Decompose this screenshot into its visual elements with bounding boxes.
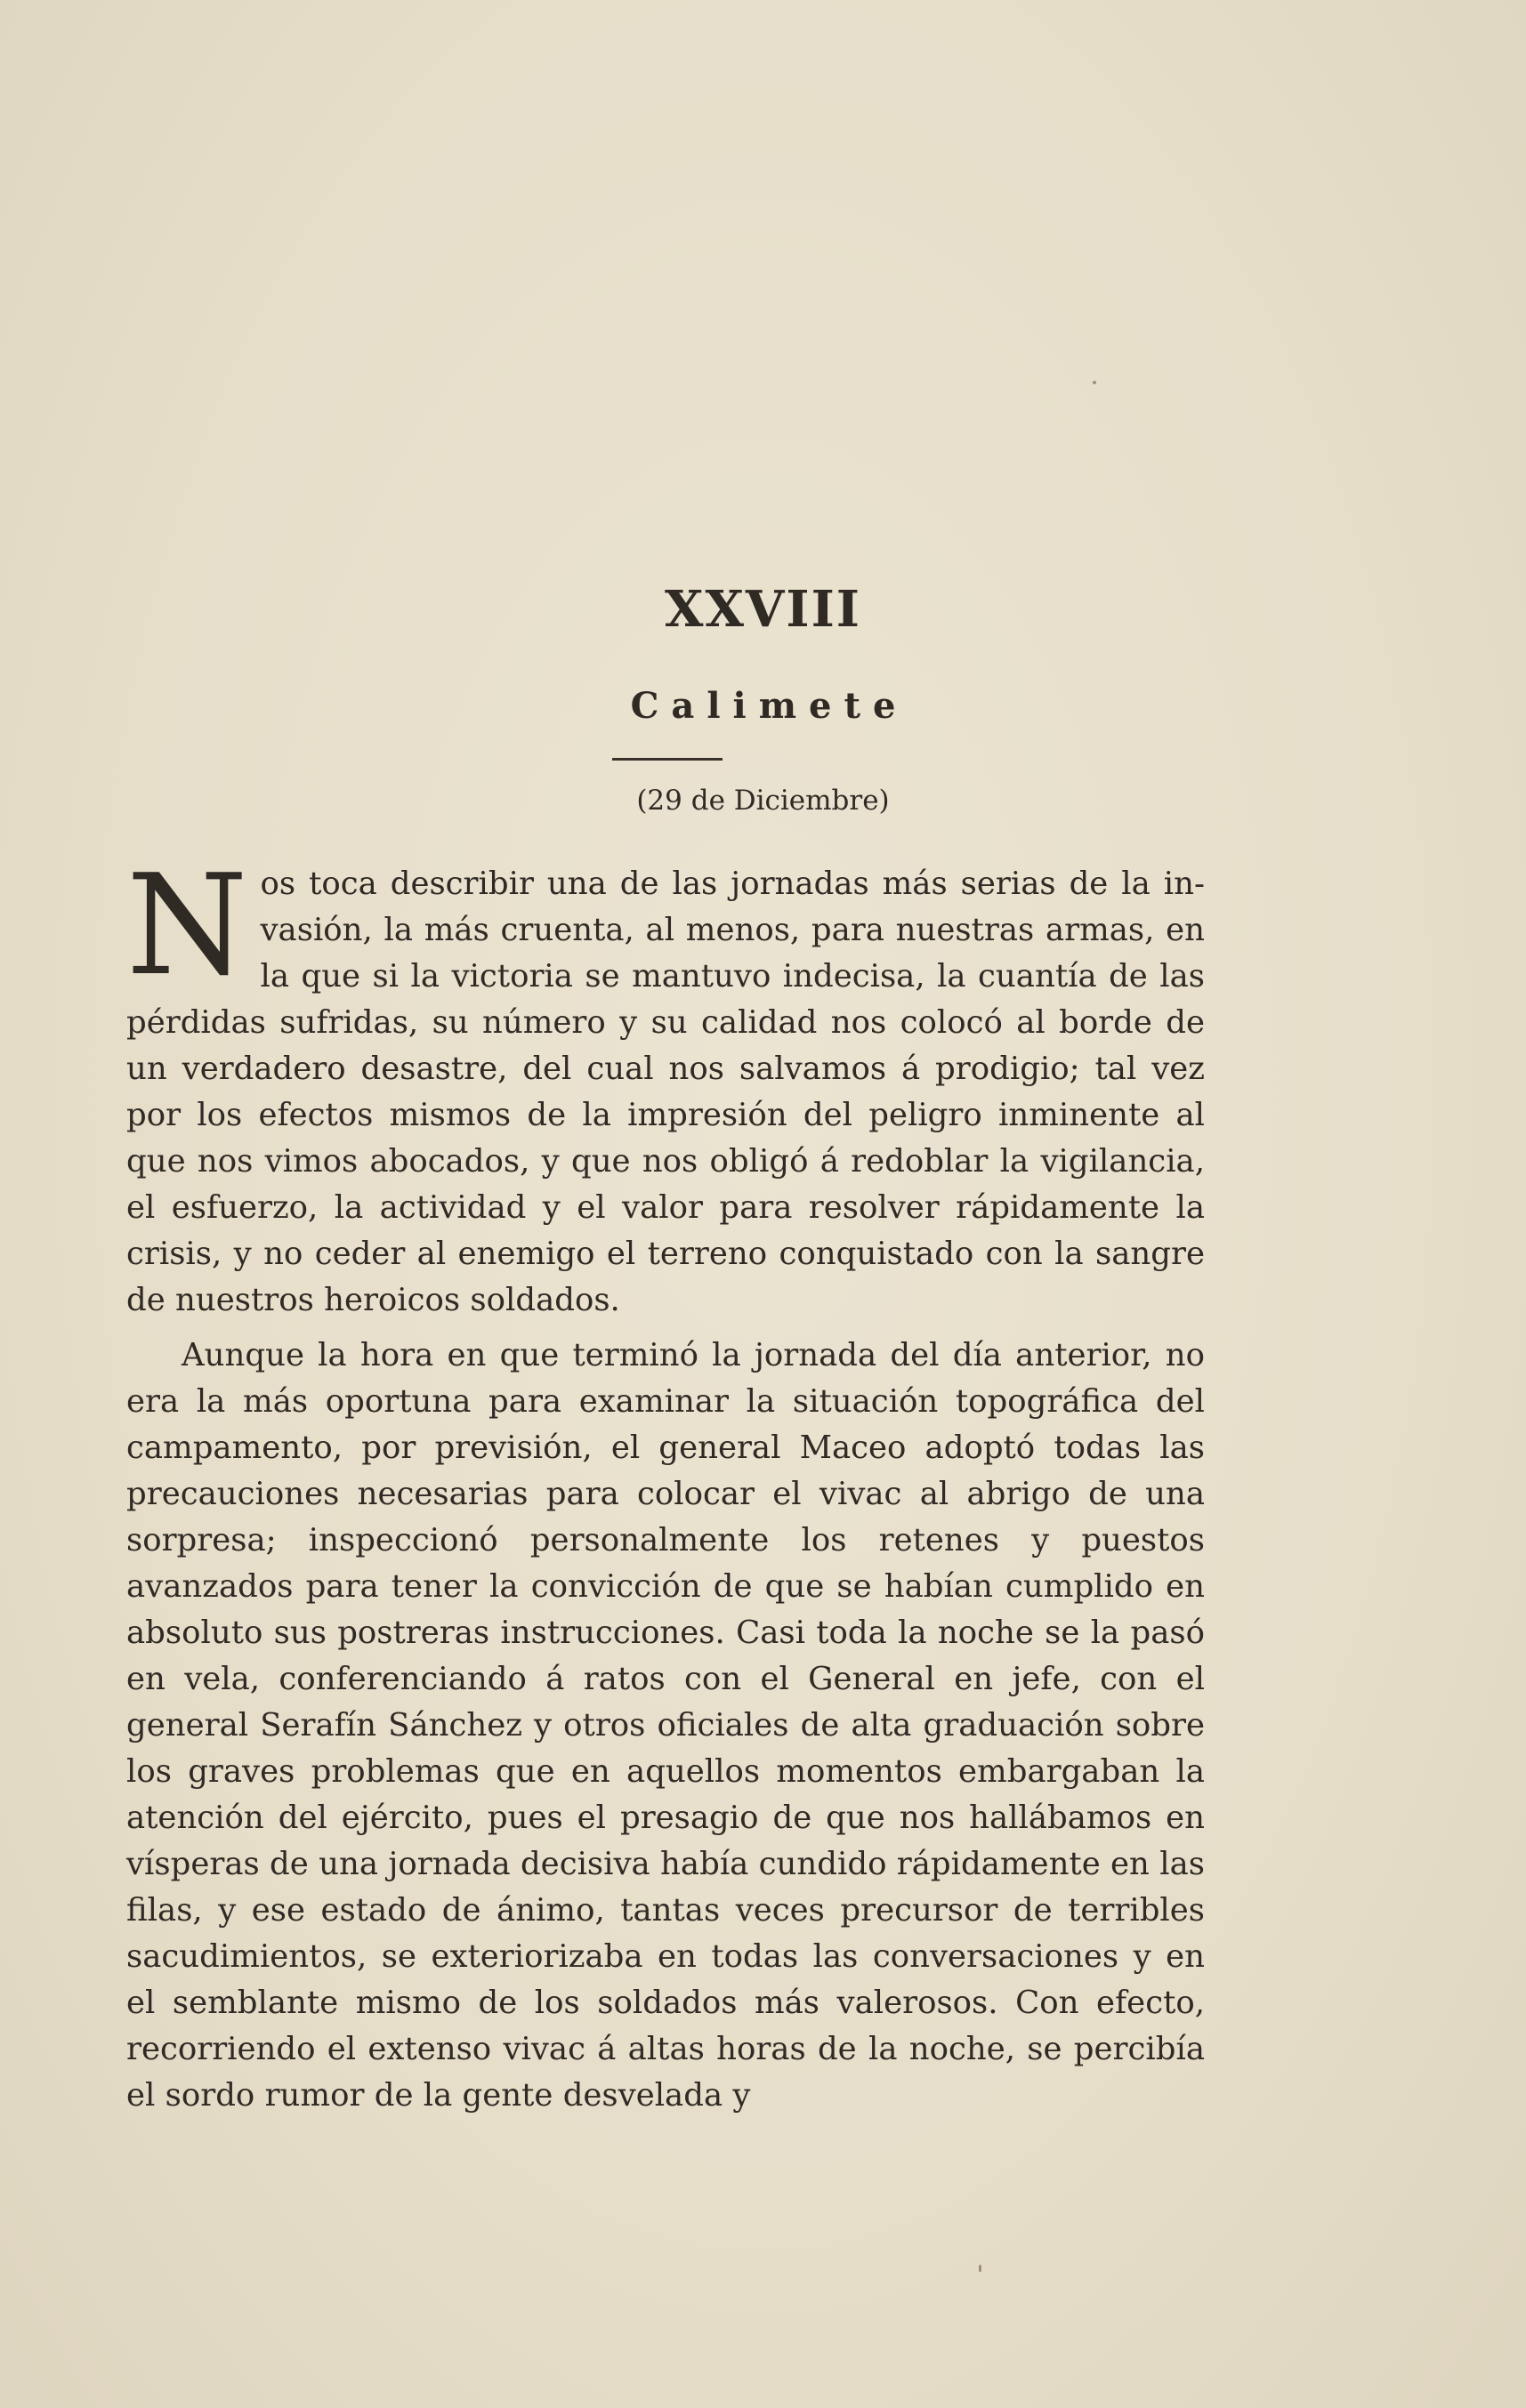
paragraph-1 [126,844,1205,1324]
drop-cap: N [126,844,248,1006]
paragraph-1-text: os toca describir una de las jornadas más serias de la invasión, la más cruenta, al menos, para nuestras armas, en la que si la victoria se mantuvo indecisa, la cuantía de las pérdidas sufridas, su número y su calidad nos colocó al borde de un verdadero desastre, del cual nos salvamos á prodigio; tal vez por los efectos mismos de la impresión del peligro inminente al que nos vimos abocados, y que nos obligó á redoblar la vigilancia, el esfuerzo, la actividad y el valor para resolver rápidamente la crisis, y no ceder al enemigo el terreno conquistado con la sangre de nuestros heroicos soldados. [126,866,1205,1318]
paper-speck [979,2265,981,2272]
chapter-title: Calimete [630,685,908,727]
paper-speck [1093,381,1096,384]
title-divider [612,758,723,761]
paragraph-2: Aunque la hora en que terminó la jornada del día anterior, no era la más oportuna para examinar la situación topográfica del campamento, por previsión, el general Maceo adoptó todas las precauciones necesarias para colocar el vivac al abrigo de una sorpresa; inspeccionó personalmente los retenes y puestos avanzados para tener la convicción de que se habían cumplido en absoluto sus postreras instrucciones. Casi toda la noche se la pasó en vela, conferenciando á ratos con el General en jefe, con el general Serafín Sánchez y otros oficiales de alta graduación sobre los graves problemas que en aquellos momentos embargaban la atención del ejército, pues el presagio de que nos hallábamos en vísperas de una jornada decisiva había cundido rápidamente en las filas, y ese estado de ánimo, tantas veces precursor de terribles sacudimientos, se exteriorizaba en todas las conversaciones y en el semblante mismo de los soldados más valerosos. Con efecto, recorriendo el extenso vivac á altas horas de la noche, se percibía el sordo rumor de la gente desvelada y [126,1337,1205,2114]
chapter-body [126,844,1205,2119]
chapter-date: (29 de Diciembre) [636,785,890,817]
chapter-number: XXVIII [665,580,861,639]
